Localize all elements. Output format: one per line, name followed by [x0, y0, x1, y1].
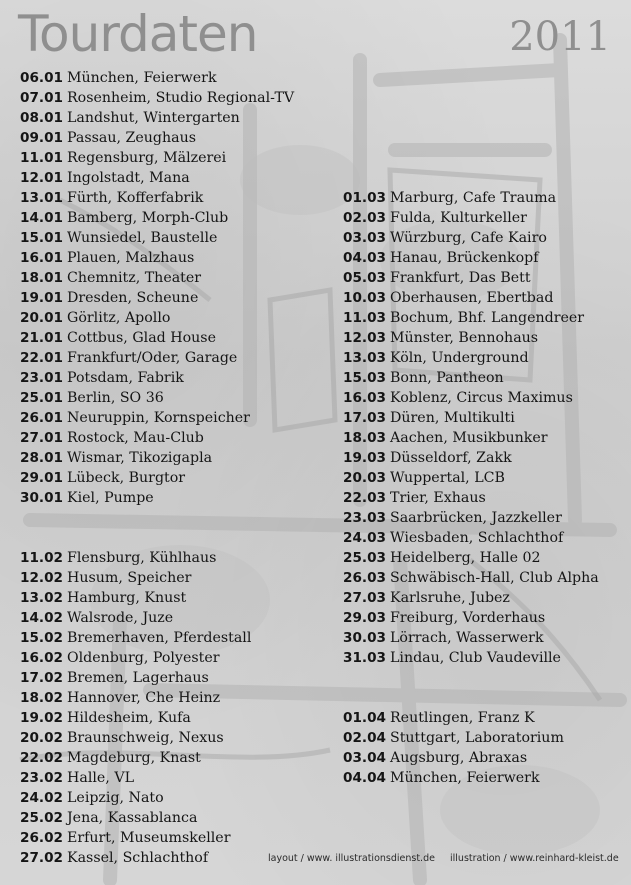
- tour-date: 11.02: [20, 550, 63, 566]
- tour-venue: Marburg, Cafe Trauma: [390, 190, 557, 206]
- tour-venue: Magdeburg, Knast: [67, 750, 201, 766]
- tour-venue: Bamberg, Morph-Club: [67, 210, 229, 226]
- tour-venue: Trier, Exhaus: [390, 490, 486, 506]
- tour-date: 12.01: [20, 170, 63, 186]
- tour-venue: Flensburg, Kühlhaus: [67, 550, 217, 566]
- tour-venue: Passau, Zeughaus: [67, 130, 197, 146]
- tour-date: 15.03: [343, 370, 386, 386]
- tour-date-row: [343, 428, 599, 448]
- tour-venue: Koblenz, Circus Maximus: [390, 390, 573, 406]
- tour-date: 25.02: [20, 810, 63, 826]
- tour-venue: Lindau, Club Vaudeville: [390, 650, 561, 666]
- tour-date-row: [20, 448, 294, 468]
- tour-date: 16.01: [20, 250, 63, 266]
- tour-date-row: [343, 228, 599, 248]
- tour-date-row: [20, 828, 294, 848]
- tour-date-row: [343, 348, 599, 368]
- tour-venue: Wuppertal, LCB: [390, 470, 505, 486]
- tour-venue: Köln, Underground: [390, 350, 529, 366]
- tour-venue: München, Feierwerk: [67, 70, 217, 86]
- tour-date: 05.03: [343, 270, 386, 286]
- tour-date: 22.02: [20, 750, 63, 766]
- tour-venue: Hanau, Brückenkopf: [390, 250, 539, 266]
- tour-date: 24.02: [20, 790, 63, 806]
- tour-date-row: [20, 388, 294, 408]
- tour-venue: Bochum, Bhf. Langendreer: [390, 310, 585, 326]
- tour-date-row: [343, 288, 599, 308]
- tour-venue: Kiel, Pumpe: [67, 490, 154, 506]
- tour-date: 23.01: [20, 370, 63, 386]
- tour-venue: Bremen, Lagerhaus: [67, 670, 209, 686]
- tour-date-row: [20, 348, 294, 368]
- tour-date: 14.01: [20, 210, 63, 226]
- tour-date: 06.01: [20, 70, 63, 86]
- tour-date-row: [343, 728, 599, 748]
- tour-venue: Würzburg, Cafe Kairo: [390, 230, 547, 246]
- tour-date: 26.03: [343, 570, 386, 586]
- tour-date: 15.01: [20, 230, 63, 246]
- tour-date-row: [343, 548, 599, 568]
- tour-venue: Düren, Multikulti: [390, 410, 515, 426]
- tour-date-row: [20, 408, 294, 428]
- tour-venue: Husum, Speicher: [67, 570, 192, 586]
- tour-date: 15.02: [20, 630, 63, 646]
- tour-date: 28.01: [20, 450, 63, 466]
- tour-venue: Lübeck, Burgtor: [67, 470, 186, 486]
- tour-venue: Lörrach, Wasserwerk: [390, 630, 544, 646]
- tour-date: 16.03: [343, 390, 386, 406]
- tour-date-row: [20, 468, 294, 488]
- tour-date: 25.01: [20, 390, 63, 406]
- tour-date-row: [20, 148, 294, 168]
- tour-date: 27.03: [343, 590, 386, 606]
- tour-date: 22.01: [20, 350, 63, 366]
- tour-date: 17.03: [343, 410, 386, 426]
- tour-date: 18.02: [20, 690, 63, 706]
- tour-date: 24.03: [343, 530, 386, 546]
- tour-date: 11.01: [20, 150, 63, 166]
- tour-venue: Görlitz, Apollo: [67, 310, 171, 326]
- tour-date-row: [343, 388, 599, 408]
- tour-date-row: [343, 248, 599, 268]
- tour-date-row: [20, 568, 294, 588]
- tour-date: 07.01: [20, 90, 63, 106]
- tour-date-row: [343, 488, 599, 508]
- tour-date-row: [20, 728, 294, 748]
- tour-venue: München, Feierwerk: [390, 770, 540, 786]
- tour-date-row: [343, 528, 599, 548]
- tour-venue: Regensburg, Mälzerei: [67, 150, 227, 166]
- tour-date-row: [20, 588, 294, 608]
- poster-title: Tourdaten: [18, 5, 258, 63]
- tour-date: 19.02: [20, 710, 63, 726]
- tour-venue: Karlsruhe, Jubez: [390, 590, 510, 606]
- tour-date-row: [343, 268, 599, 288]
- month-spacer: [343, 668, 599, 708]
- tour-date-row: [20, 548, 294, 568]
- tour-venue: Berlin, SO 36: [67, 390, 164, 406]
- tour-date-row: [20, 748, 294, 768]
- tour-date-row: [20, 608, 294, 628]
- tour-date: 16.02: [20, 650, 63, 666]
- tour-date: 30.01: [20, 490, 63, 506]
- tour-date-row: [343, 328, 599, 348]
- tour-venue: Oldenburg, Polyester: [67, 650, 220, 666]
- tour-date-row: [20, 328, 294, 348]
- tour-date-row: [343, 648, 599, 668]
- tour-venue: Freiburg, Vorderhaus: [390, 610, 546, 626]
- tour-dates-left-column: [20, 68, 294, 868]
- tour-date-row: [343, 748, 599, 768]
- tour-date-row: [20, 248, 294, 268]
- tour-date-row: [20, 308, 294, 328]
- tour-venue: Schwäbisch-Hall, Club Alpha: [390, 570, 599, 586]
- tour-venue: Münster, Bennohaus: [390, 330, 539, 346]
- tour-date-row: [343, 208, 599, 228]
- tour-venue: Frankfurt, Das Bett: [390, 270, 531, 286]
- tour-date: 20.03: [343, 470, 386, 486]
- tour-date-row: [20, 88, 294, 108]
- tour-date: 01.03: [343, 190, 386, 206]
- tour-date: 18.01: [20, 270, 63, 286]
- tour-venue: Leipzig, Nato: [67, 790, 164, 806]
- tour-venue: Braunschweig, Nexus: [67, 730, 224, 746]
- tour-date-row: [343, 608, 599, 628]
- tour-date: 31.03: [343, 650, 386, 666]
- tour-venue: Halle, VL: [67, 770, 134, 786]
- tour-date-row: [343, 708, 599, 728]
- tour-venue: Augsburg, Abraxas: [390, 750, 528, 766]
- tour-venue: Reutlingen, Franz K: [390, 710, 535, 726]
- tour-date: 19.01: [20, 290, 63, 306]
- tour-venue: Hamburg, Knust: [67, 590, 187, 606]
- tour-date: 02.03: [343, 210, 386, 226]
- tour-date: 08.01: [20, 110, 63, 126]
- tour-date: 23.03: [343, 510, 386, 526]
- tour-date: 13.02: [20, 590, 63, 606]
- tour-venue: Hannover, Che Heinz: [67, 690, 221, 706]
- layout-credit: layout / www. illustrationsdienst.de: [268, 853, 435, 864]
- tour-date-row: [343, 188, 599, 208]
- tour-date-row: [20, 68, 294, 88]
- tour-date-row: [20, 668, 294, 688]
- tour-date-row: [343, 768, 599, 788]
- month-spacer: [20, 508, 294, 548]
- tour-date-row: [343, 308, 599, 328]
- tour-date-row: [20, 808, 294, 828]
- tour-date: 13.03: [343, 350, 386, 366]
- tour-date-row: [343, 568, 599, 588]
- tour-venue: Frankfurt/Oder, Garage: [67, 350, 238, 366]
- tour-date: 03.03: [343, 230, 386, 246]
- tour-date: 13.01: [20, 190, 63, 206]
- tour-venue: Hildesheim, Kufa: [67, 710, 191, 726]
- tour-date-row: [20, 708, 294, 728]
- tour-venue: Aachen, Musikbunker: [390, 430, 548, 446]
- tour-date: 04.04: [343, 770, 386, 786]
- tour-date-row: [20, 788, 294, 808]
- tour-date-row: [343, 468, 599, 488]
- tour-date: 02.04: [343, 730, 386, 746]
- tour-date: 26.01: [20, 410, 63, 426]
- tour-venue: Saarbrücken, Jazzkeller: [390, 510, 562, 526]
- tour-venue: Heidelberg, Halle 02: [390, 550, 541, 566]
- tour-date: 17.02: [20, 670, 63, 686]
- tour-date: 20.01: [20, 310, 63, 326]
- tour-date-row: [20, 288, 294, 308]
- tour-date: 23.02: [20, 770, 63, 786]
- tour-date-row: [20, 368, 294, 388]
- tour-date: 04.03: [343, 250, 386, 266]
- tour-date-row: [343, 368, 599, 388]
- tour-venue: Bonn, Pantheon: [390, 370, 504, 386]
- tour-date-row: [20, 268, 294, 288]
- tour-venue: Rosenheim, Studio Regional-TV: [67, 90, 295, 106]
- tour-venue: Rostock, Mau-Club: [67, 430, 204, 446]
- tour-venue: Landshut, Wintergarten: [67, 110, 240, 126]
- tour-venue: Düsseldorf, Zakk: [390, 450, 512, 466]
- tour-date: 14.02: [20, 610, 63, 626]
- tour-venue: Plauen, Malzhaus: [67, 250, 195, 266]
- tour-date: 27.01: [20, 430, 63, 446]
- tour-venue: Chemnitz, Theater: [67, 270, 202, 286]
- tour-venue: Wunsiedel, Baustelle: [67, 230, 218, 246]
- tour-date-row: [20, 208, 294, 228]
- tour-date: 18.03: [343, 430, 386, 446]
- tour-date: 12.03: [343, 330, 386, 346]
- tour-venue: Potsdam, Fabrik: [67, 370, 184, 386]
- tour-venue: Cottbus, Glad House: [67, 330, 216, 346]
- illustration-credit: illustration / www.reinhard-kleist.de: [450, 853, 619, 864]
- tour-date-row: [343, 408, 599, 428]
- tour-date: 11.03: [343, 310, 386, 326]
- tour-date: 20.02: [20, 730, 63, 746]
- tour-venue: Jena, Kassablanca: [67, 810, 198, 826]
- poster-year: 2011: [509, 14, 611, 60]
- tour-date-row: [343, 508, 599, 528]
- tour-date: 12.02: [20, 570, 63, 586]
- tour-venue: Stuttgart, Laboratorium: [390, 730, 564, 746]
- tour-venue: Kassel, Schlachthof: [67, 850, 209, 866]
- tour-date-row: [20, 768, 294, 788]
- tour-venue: Fulda, Kulturkeller: [390, 210, 527, 226]
- tour-venue: Erfurt, Museumskeller: [67, 830, 231, 846]
- tour-date-row: [343, 628, 599, 648]
- tour-venue: Oberhausen, Ebertbad: [390, 290, 554, 306]
- tour-date: 22.03: [343, 490, 386, 506]
- tour-date: 21.01: [20, 330, 63, 346]
- tour-date: 26.02: [20, 830, 63, 846]
- tour-date: 10.03: [343, 290, 386, 306]
- tour-date: 19.03: [343, 450, 386, 466]
- tour-date: 25.03: [343, 550, 386, 566]
- tour-venue: Wiesbaden, Schlachthof: [390, 530, 564, 546]
- tour-date-row: [20, 168, 294, 188]
- tour-dates-right-column: [343, 188, 599, 788]
- tour-date: 01.04: [343, 710, 386, 726]
- tour-date: 29.03: [343, 610, 386, 626]
- tour-venue: Fürth, Kofferfabrik: [67, 190, 204, 206]
- tour-venue: Ingolstadt, Mana: [67, 170, 190, 186]
- tour-date: 09.01: [20, 130, 63, 146]
- tour-date-row: [20, 228, 294, 248]
- tour-date: 30.03: [343, 630, 386, 646]
- tour-date: 27.02: [20, 850, 63, 866]
- tour-date-row: [20, 688, 294, 708]
- tour-venue: Bremerhaven, Pferdestall: [67, 630, 252, 646]
- tour-date-row: [20, 108, 294, 128]
- tour-date-row: [20, 428, 294, 448]
- tour-venue: Neuruppin, Kornspeicher: [67, 410, 250, 426]
- tour-date-row: [343, 588, 599, 608]
- tour-date-row: [20, 628, 294, 648]
- tour-venue: Dresden, Scheune: [67, 290, 199, 306]
- tour-date-row: [20, 488, 294, 508]
- tour-date-row: [20, 188, 294, 208]
- tour-date: 03.04: [343, 750, 386, 766]
- tour-date-row: [20, 648, 294, 668]
- tour-date-row: [20, 128, 294, 148]
- tour-date-row: [343, 448, 599, 468]
- tour-date-row: [20, 848, 294, 868]
- tour-venue: Wismar, Tikozigapla: [67, 450, 213, 466]
- tour-venue: Walsrode, Juze: [67, 610, 174, 626]
- tour-date: 29.01: [20, 470, 63, 486]
